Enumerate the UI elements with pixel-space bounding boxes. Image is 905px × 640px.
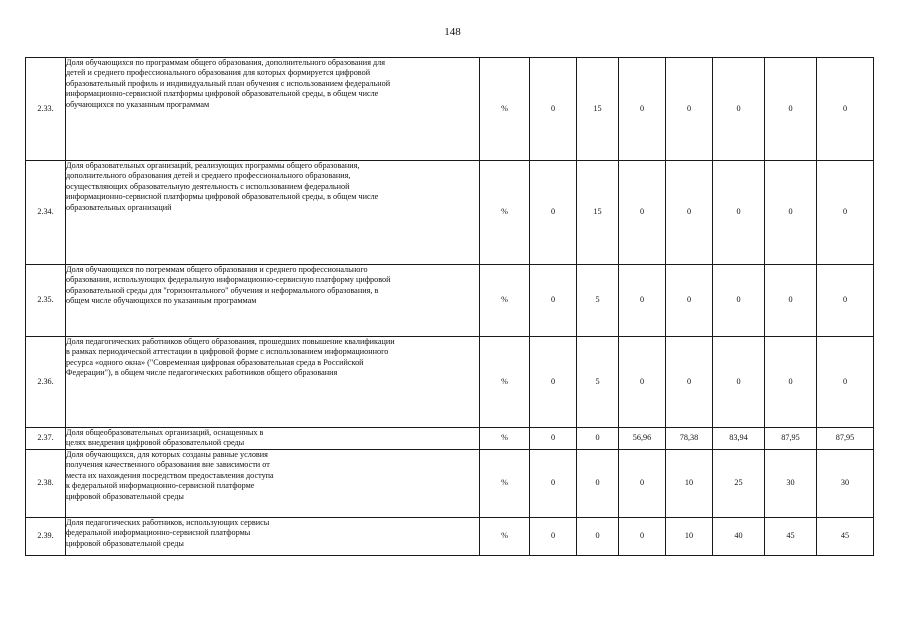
description-line: дополнительного образования детей и среднего профессионального образования, — [66, 171, 351, 181]
value-cell: 56,96 — [619, 428, 666, 450]
value-cell: 0 — [530, 428, 577, 450]
value-cell: 0 — [713, 58, 765, 161]
value-cell: 0 — [765, 161, 817, 265]
unit-cell: % — [480, 450, 530, 518]
indicator-description — [66, 518, 480, 556]
value-cell: 0 — [619, 161, 666, 265]
indicators-table — [25, 57, 874, 556]
value-cell: 0 — [817, 265, 874, 337]
table-body — [26, 58, 874, 556]
value-cell: 83,94 — [713, 428, 765, 450]
indicator-description — [66, 428, 480, 450]
description-line: к федеральной информационно-сервисной платформе — [66, 481, 255, 491]
value-cell: 0 — [619, 58, 666, 161]
table-row — [26, 450, 874, 518]
value-cell: 0 — [619, 450, 666, 518]
value-cell: 0 — [817, 58, 874, 161]
value-cell: 0 — [577, 450, 619, 518]
indicator-description — [66, 265, 480, 337]
indicator-description — [66, 450, 480, 518]
description-line: цифровой образовательной среды — [66, 538, 184, 548]
row-number: 2.35. — [26, 265, 66, 337]
value-cell: 87,95 — [817, 428, 874, 450]
description-line: цифровой образовательной среды — [66, 491, 184, 501]
indicator-description — [66, 58, 480, 161]
value-cell: 0 — [530, 337, 577, 428]
row-number: 2.36. — [26, 337, 66, 428]
description-line: Доля педагогических работников общего образования, прошедших повышение квалификации — [66, 337, 395, 346]
row-number: 2.38. — [26, 450, 66, 518]
description-line: места их нахождения посредством предоставления доступа — [66, 470, 274, 480]
row-number: 2.34. — [26, 161, 66, 265]
value-cell: 0 — [619, 337, 666, 428]
value-cell: 0 — [619, 518, 666, 556]
value-cell: 0 — [817, 337, 874, 428]
indicator-description — [66, 161, 480, 265]
value-cell: 15 — [577, 58, 619, 161]
description-line: Федерации"), в общем числе педагогических работников общего образования — [66, 368, 338, 378]
description-line: в рамках периодической аттестации в цифровой форме с использованием информационного — [66, 347, 389, 357]
description-line: осуществляющих образовательную деятельность с использованием федеральной — [66, 181, 350, 191]
value-cell: 30 — [765, 450, 817, 518]
value-cell: 87,95 — [765, 428, 817, 450]
value-cell: 15 — [577, 161, 619, 265]
value-cell: 45 — [817, 518, 874, 556]
description-line: Доля образовательных организаций, реализующих программы общего образования, — [66, 161, 360, 170]
value-cell: 0 — [666, 58, 713, 161]
value-cell: 0 — [666, 161, 713, 265]
value-cell: 0 — [817, 161, 874, 265]
description-line: Доля обучающихся, для которых созданы равные условия — [66, 450, 268, 459]
description-line: ресурса «одного окна» ("Современная цифровая образовательная среда в Российской — [66, 357, 364, 367]
description-line: образования, использующих федеральную информационно-сервисную платформу цифровой — [66, 275, 391, 285]
value-cell: 0 — [765, 265, 817, 337]
table-row — [26, 337, 874, 428]
value-cell: 0 — [530, 450, 577, 518]
value-cell: 0 — [713, 265, 765, 337]
table-row — [26, 518, 874, 556]
value-cell: 10 — [666, 518, 713, 556]
value-cell: 0 — [765, 337, 817, 428]
table-row — [26, 265, 874, 337]
page-number: 148 — [444, 26, 461, 38]
value-cell: 0 — [530, 161, 577, 265]
description-line: образовательный профиль и индивидуальный план обучения с использованием федеральной — [66, 78, 391, 88]
indicator-description — [66, 337, 480, 428]
value-cell: 5 — [577, 265, 619, 337]
value-cell: 0 — [577, 518, 619, 556]
value-cell: 5 — [577, 337, 619, 428]
description-line: информационно-сервисной платформы цифровой образовательной среды, в общем числе — [66, 192, 379, 202]
unit-cell: % — [480, 518, 530, 556]
description-line: информационно-сервисной платформы цифровой образовательной среды, в общем числе — [66, 89, 379, 99]
row-number: 2.37. — [26, 428, 66, 450]
value-cell: 30 — [817, 450, 874, 518]
value-cell: 40 — [713, 518, 765, 556]
value-cell: 0 — [530, 518, 577, 556]
row-number: 2.39. — [26, 518, 66, 556]
value-cell: 78,38 — [666, 428, 713, 450]
table-row — [26, 58, 874, 161]
table-row — [26, 428, 874, 450]
value-cell: 0 — [530, 265, 577, 337]
description-line: общем числе обучающихся по указанным программам — [66, 296, 257, 306]
description-line: Доля обучающихся по погреммам общего образования и среднего профессионального — [66, 265, 368, 274]
value-cell: 45 — [765, 518, 817, 556]
value-cell: 0 — [713, 161, 765, 265]
description-line: федеральной информационно-сервисной платформы — [66, 528, 251, 538]
description-line: образовательных организаций — [66, 202, 172, 212]
description-line: Доля обучающихся по программам общего образования, дополнительного образования для — [66, 58, 386, 67]
value-cell: 0 — [619, 265, 666, 337]
description-line: Доля общеобразовательных организаций, оснащенных в — [66, 428, 264, 437]
value-cell: 0 — [713, 337, 765, 428]
row-number: 2.33. — [26, 58, 66, 161]
unit-cell: % — [480, 161, 530, 265]
table-row — [26, 161, 874, 265]
unit-cell: % — [480, 265, 530, 337]
value-cell: 0 — [666, 265, 713, 337]
description-line: целях внедрения цифровой образовательной среды — [66, 438, 245, 448]
unit-cell: % — [480, 58, 530, 161]
unit-cell: % — [480, 428, 530, 450]
description-line: получения качественного образования вне зависимости от — [66, 460, 270, 470]
description-line: детей и среднего профессионального образования для которых формируется цифровой — [66, 68, 371, 78]
value-cell: 0 — [765, 58, 817, 161]
value-cell: 10 — [666, 450, 713, 518]
description-line: образовательной среды для "горизонтального" обучения и неформального образования, в — [66, 285, 379, 295]
value-cell: 0 — [530, 58, 577, 161]
description-line: обучающихся по указанным программам — [66, 99, 210, 109]
value-cell: 0 — [666, 337, 713, 428]
unit-cell: % — [480, 337, 530, 428]
value-cell: 0 — [577, 428, 619, 450]
value-cell: 25 — [713, 450, 765, 518]
description-line: Доля педагогических работников, использующих сервисы — [66, 518, 270, 527]
